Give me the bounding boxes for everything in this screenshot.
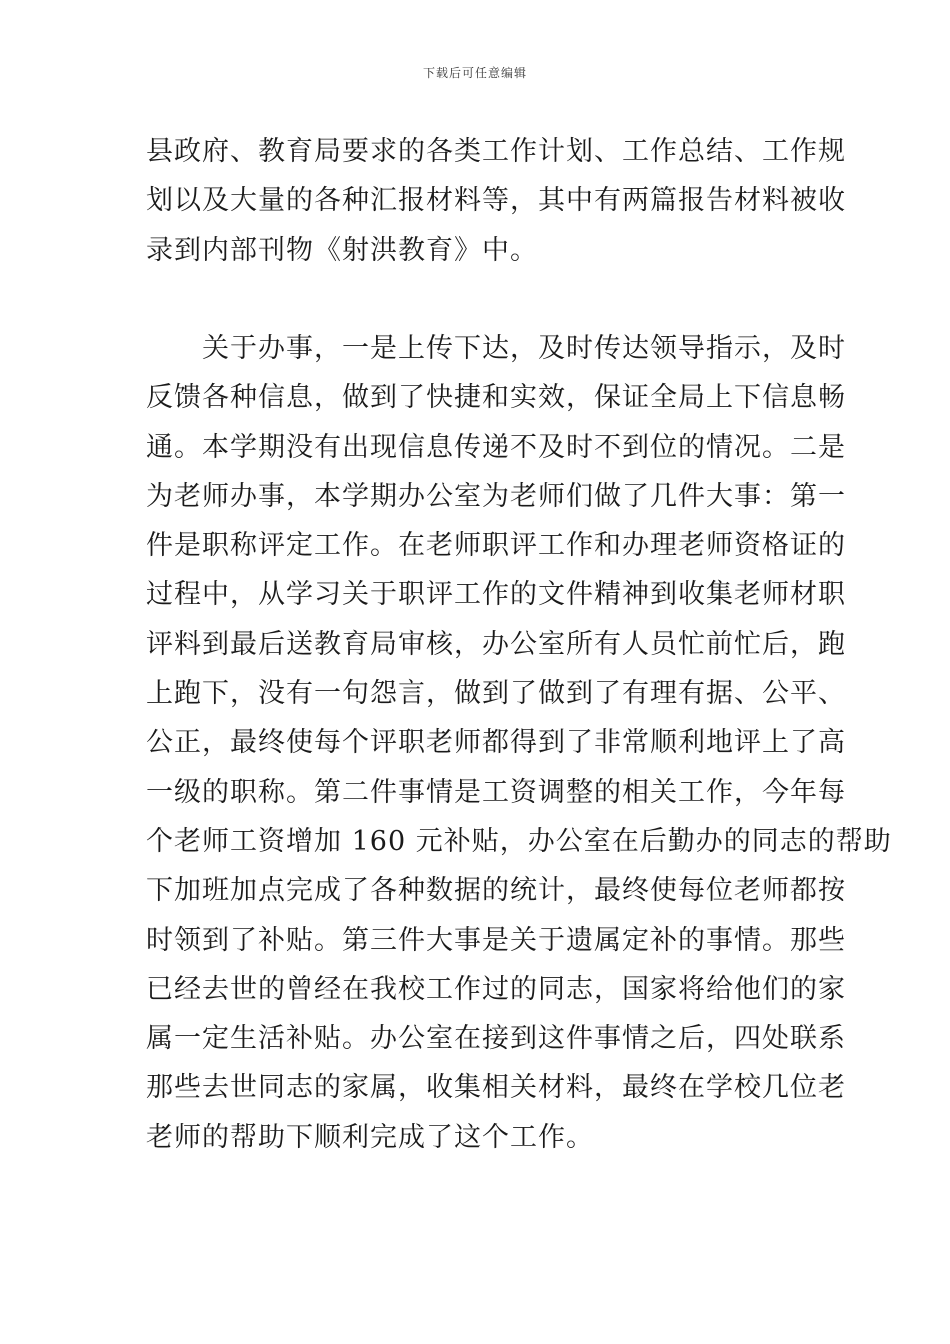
text-line: 下加班加点完成了各种数据的统计，最终使每位老师都按 <box>146 875 846 907</box>
text-line: 过程中，从学习关于职评工作的文件精神到收集老师材职 <box>146 579 846 611</box>
text-line: 那些去世同志的家属，收集相关材料，最终在学校几位老 <box>146 1072 846 1104</box>
text-line: 为老师办事，本学期办公室为老师们做了几件大事：第一 <box>146 480 846 512</box>
text-line: 录到内部刊物《射洪教育》中。 <box>146 234 538 266</box>
text-line: 时领到了补贴。第三件大事是关于遗属定补的事情。那些 <box>146 924 846 956</box>
text-line: 反馈各种信息，做到了快捷和实效，保证全局上下信息畅 <box>146 382 846 414</box>
text-line: 县政府、教育局要求的各类工作计划、工作总结、工作规 <box>146 136 846 167</box>
text-line: 上跑下，没有一句怨言，做到了做到了有理有据、公平、 <box>146 678 846 710</box>
text-line: 评料到最后送教育局审核，办公室所有人员忙前忙后，跑 <box>146 628 846 660</box>
text-line: 已经去世的曾经在我校工作过的同志，国家将给他们的家 <box>146 973 846 1005</box>
text-line: 个老师工资增加 160 元补贴，办公室在后勤办的同志的帮助 <box>146 825 892 857</box>
text-line: 件是职称评定工作。在老师职评工作和办理老师资格证的 <box>146 530 846 562</box>
text-line: 通。本学期没有出现信息传递不及时不到位的情况。二是 <box>146 431 846 463</box>
text-line: 属一定生活补贴。办公室在接到这件事情之后，四处联系 <box>146 1023 846 1055</box>
text-line: 划以及大量的各种汇报材料等，其中有两篇报告材料被收 <box>146 185 846 217</box>
text-line: 公正，最终使每个评职老师都得到了非常顺利地评上了高 <box>146 727 846 759</box>
text-line: 一级的职称。第二件事情是工资调整的相关工作，今年每 <box>146 776 846 808</box>
paragraph-1 <box>146 127 846 275</box>
paragraph-2 <box>146 324 892 1162</box>
text-line: 老师的帮助下顺利完成了这个工作。 <box>146 1121 594 1153</box>
page-header: 下载后可任意编辑 <box>422 66 527 80</box>
text-line: 关于办事，一是上传下达，及时传达领导指示，及时 <box>146 333 846 364</box>
